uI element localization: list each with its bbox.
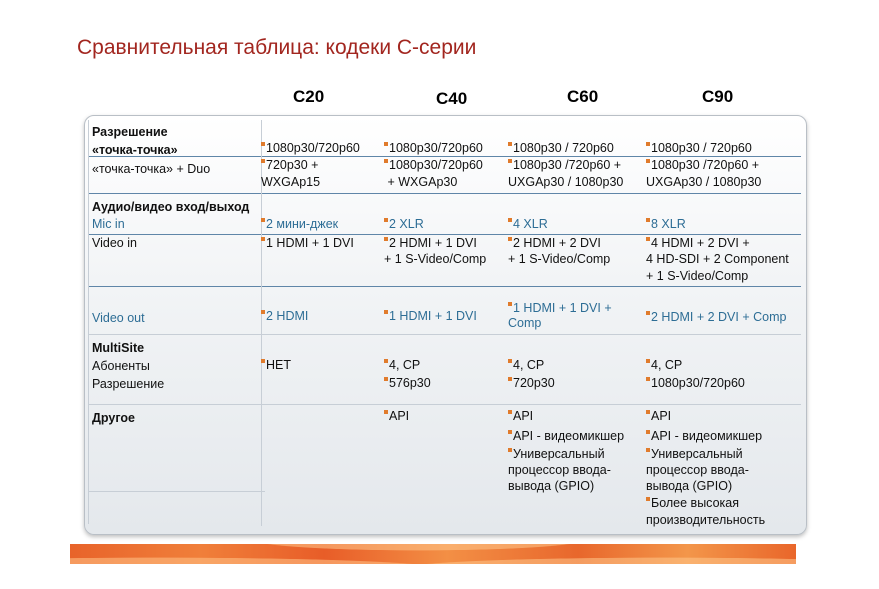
cell-c20-mic: 2 мини-джек	[261, 216, 338, 233]
cell-c60-resolution: 1080p30 / 720p60	[508, 140, 614, 157]
cell-c90-video-in-line2: 4 HD-SDI + 2 Component	[646, 252, 789, 266]
row-label-video-in: Video in	[92, 236, 137, 250]
row-divider	[89, 286, 801, 287]
cell-c60-video-in-line2: + 1 S-Video/Comp	[508, 252, 611, 266]
cell-c90-other-performance: Более высокая	[646, 495, 739, 512]
bullet-icon	[508, 410, 512, 414]
bullet-icon	[508, 159, 512, 163]
bullet-icon	[384, 410, 388, 414]
row-label-resolution: Разрешение	[92, 125, 168, 139]
row-label-duo: «точка-точка» + Duo	[92, 162, 211, 176]
cell-c60-video-out: 1 HDMI + 1 DVI +	[508, 300, 612, 317]
bullet-icon	[508, 218, 512, 222]
cell-c90-duo-line2: UXGAp30 / 1080p30	[646, 175, 762, 189]
column-header-c20: C20	[293, 87, 325, 106]
bullet-icon	[646, 237, 650, 241]
cell-c90-other-gpio: Универсальный	[646, 446, 743, 463]
cell-c40-multisite-resolution: 576p30	[384, 375, 431, 392]
cell-c90-resolution: 1080p30 / 720p60	[646, 140, 752, 157]
bullet-icon	[384, 159, 388, 163]
cell-c90-other-gpio-line3: вывода (GPIO)	[646, 479, 733, 493]
cell-c60-participants: 4, CP	[508, 357, 544, 374]
cell-c40-video-in-line2: + 1 S-Video/Comp	[384, 252, 487, 266]
cell-c20-video-out: 2 HDMI	[261, 308, 308, 325]
footer-pattern	[70, 544, 796, 564]
bullet-icon	[508, 142, 512, 146]
cell-c60-other-mixer: API - видеомикшер	[508, 428, 624, 445]
cell-c20-resolution: 1080p30/720p60	[261, 140, 360, 157]
cell-c60-multisite-resolution: 720p30	[508, 375, 555, 392]
bullet-icon	[508, 377, 512, 381]
row-label-multisite-resolution: Разрешение	[92, 377, 165, 391]
cell-c90-other-api: API	[646, 408, 671, 425]
bullet-icon	[261, 310, 265, 314]
section-label-av: Аудио/видео вход/выход	[92, 200, 250, 214]
cell-c40-video-in: 2 HDMI + 1 DVI	[384, 235, 477, 252]
bullet-icon	[508, 430, 512, 434]
bullet-icon	[646, 142, 650, 146]
column-header-c40: C40	[436, 89, 468, 108]
cell-c90-video-in-line3: + 1 S-Video/Comp	[646, 269, 749, 283]
cell-c20-participants: НЕТ	[261, 357, 291, 374]
row-divider	[89, 404, 801, 405]
cell-c90-other-performance-line2: производительность	[646, 513, 766, 527]
cell-c90-participants: 4, CP	[646, 357, 682, 374]
cell-c20-duo: 720p30 +	[261, 157, 318, 174]
cell-c40-other: API	[384, 408, 409, 425]
bullet-icon	[646, 497, 650, 501]
bullet-icon	[261, 218, 265, 222]
cell-c90-other-gpio-line2: процессор ввода-	[646, 463, 749, 477]
cell-c40-resolution: 1080p30/720p60	[384, 140, 483, 157]
cell-c90-mic: 8 XLR	[646, 216, 686, 233]
cell-c40-video-out: 1 HDMI + 1 DVI	[384, 308, 477, 325]
cell-c20-video-in: 1 HDMI + 1 DVI	[261, 235, 354, 252]
bullet-icon	[508, 359, 512, 363]
bullet-icon	[646, 448, 650, 452]
column-header-c90: C90	[702, 87, 734, 106]
cell-c20-duo-line2: WXGAp15	[261, 175, 321, 189]
cell-c60-video-out-line2: Comp	[508, 316, 542, 330]
cell-c60-duo: 1080p30 /720p60 +	[508, 157, 621, 174]
bullet-icon	[261, 359, 265, 363]
cell-c60-other-gpio-line3: вывода (GPIO)	[508, 479, 595, 493]
bullet-icon	[646, 218, 650, 222]
column-divider	[88, 120, 89, 524]
bullet-icon	[646, 410, 650, 414]
cell-c60-other-gpio-line2: процессор ввода-	[508, 463, 611, 477]
cell-c40-mic: 2 XLR	[384, 216, 424, 233]
section-label-multisite: MultiSite	[92, 341, 145, 355]
cell-c90-other-mixer: API - видеомикшер	[646, 428, 762, 445]
bullet-icon	[384, 142, 388, 146]
cell-c60-other-gpio: Универсальный	[508, 446, 605, 463]
bullet-icon	[646, 359, 650, 363]
section-label-other: Другое	[92, 411, 135, 425]
bullet-icon	[508, 302, 512, 306]
row-label-mic-in: Mic in	[92, 217, 125, 231]
footer-banner	[70, 544, 796, 564]
cell-c90-video-out: 2 HDMI + 2 DVI + Comp	[646, 309, 786, 326]
bullet-icon	[384, 377, 388, 381]
row-label-p2p: «точка-точка»	[92, 143, 178, 157]
bullet-icon	[646, 159, 650, 163]
bullet-icon	[508, 237, 512, 241]
cell-c60-duo-line2: UXGAp30 / 1080p30	[508, 175, 624, 189]
cell-c90-video-in: 4 HDMI + 2 DVI +	[646, 235, 750, 252]
cell-c60-mic: 4 XLR	[508, 216, 548, 233]
cell-c90-duo: 1080p30 /720p60 +	[646, 157, 759, 174]
bullet-icon	[508, 448, 512, 452]
row-divider	[89, 193, 801, 194]
bullet-icon	[646, 377, 650, 381]
cell-c60-video-in: 2 HDMI + 2 DVI	[508, 235, 601, 252]
cell-c90-multisite-resolution: 1080p30/720p60	[646, 375, 745, 392]
bullet-icon	[261, 159, 265, 163]
column-header-c60: C60	[567, 87, 599, 106]
bullet-icon	[261, 142, 265, 146]
bullet-icon	[384, 218, 388, 222]
bullet-icon	[646, 311, 650, 315]
row-label-participants: Абоненты	[92, 359, 150, 373]
page-title: Сравнительная таблица: кодеки С-серии	[77, 36, 477, 59]
cell-c40-duo: 1080p30/720p60	[384, 157, 483, 174]
cell-c40-participants: 4, CP	[384, 357, 420, 374]
row-divider	[89, 334, 801, 335]
bullet-icon	[646, 430, 650, 434]
bullet-icon	[384, 237, 388, 241]
cell-c60-other-api: API	[508, 408, 533, 425]
row-label-video-out: Video out	[92, 311, 145, 325]
bullet-icon	[261, 237, 265, 241]
bullet-icon	[384, 310, 388, 314]
bullet-icon	[384, 359, 388, 363]
row-divider	[89, 491, 265, 492]
cell-c40-duo-line2: + WXGAp30	[384, 175, 458, 189]
